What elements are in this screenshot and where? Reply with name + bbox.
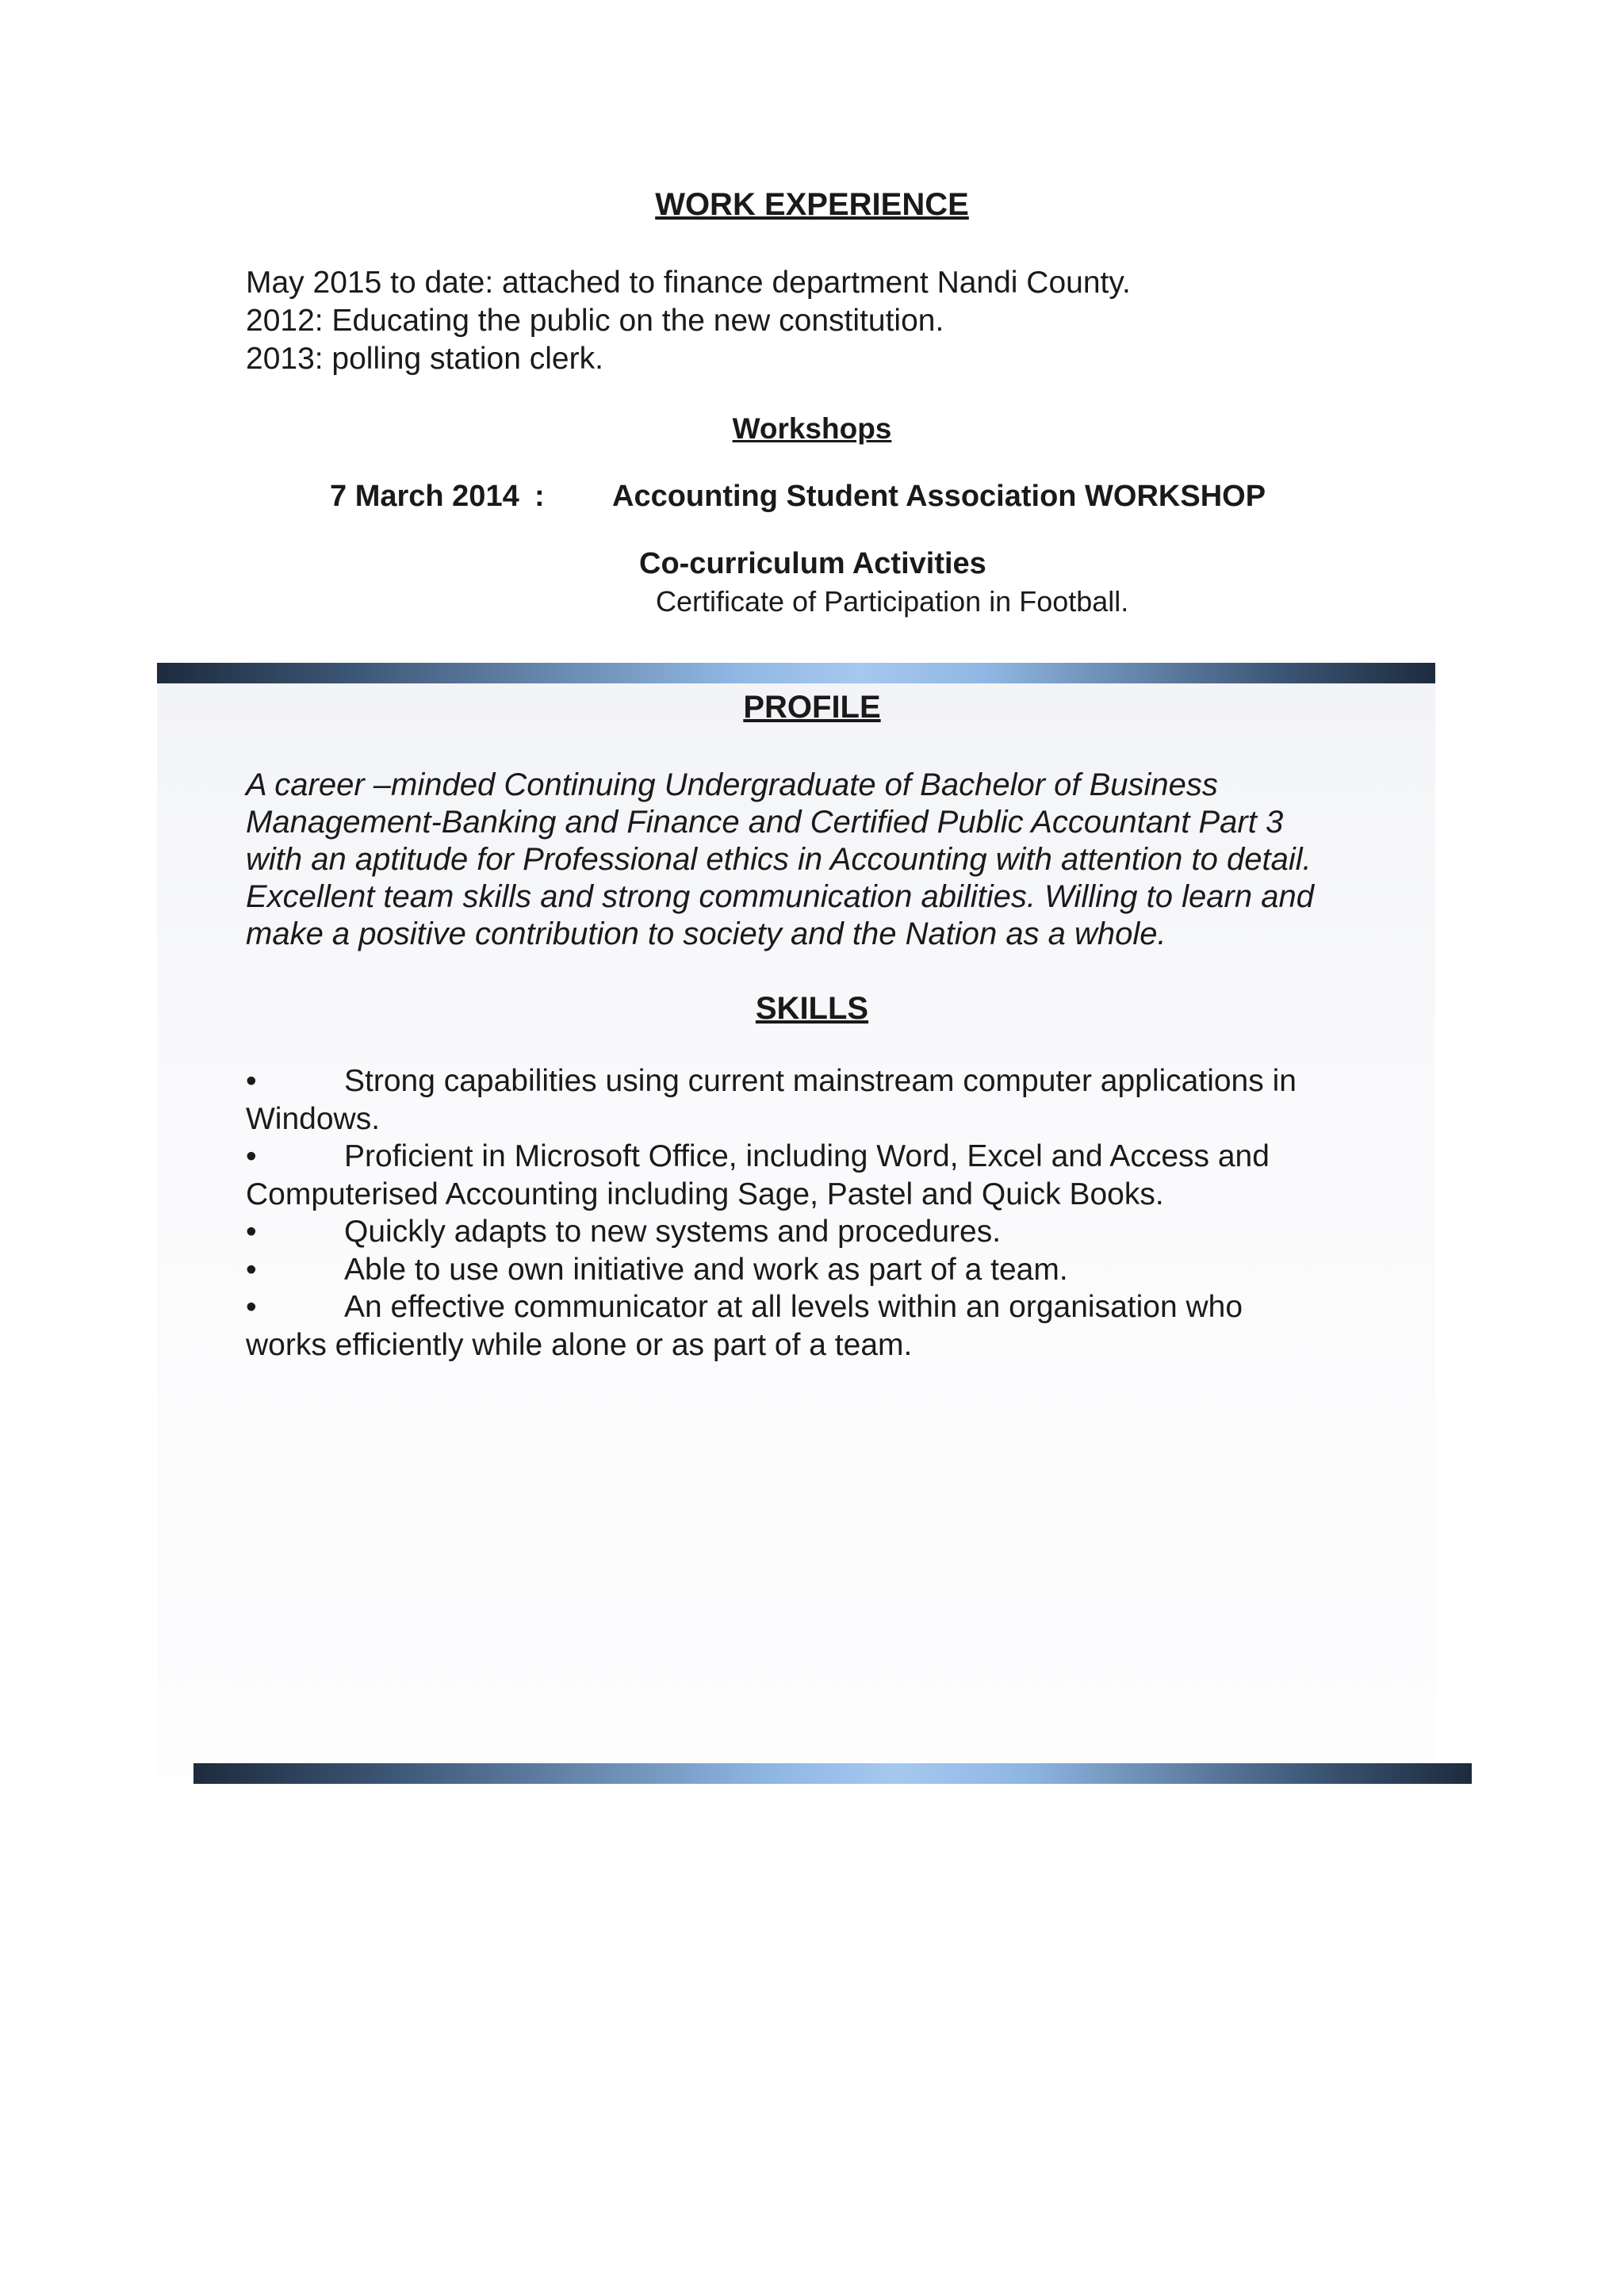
profile-heading: PROFILE (743, 690, 881, 725)
workshop-separator: : (534, 480, 545, 513)
workshops-heading: Workshops (732, 412, 892, 445)
skill-text: Proficient in Microsoft Office, including Word, Excel and Access and (344, 1139, 1270, 1173)
cocurriculum-heading: Co-curriculum Activities (639, 547, 986, 580)
skill-item (246, 1213, 1372, 1251)
skill-text: Strong capabilities using current mainstream computer applications in (344, 1064, 1297, 1098)
workshop-title: Accounting Student Association WORKSHOP (612, 480, 1266, 513)
bullet-icon: • (246, 1252, 257, 1287)
work-experience-item: May 2015 to date: attached to finance department Nandi County. (246, 266, 1131, 300)
cocurriculum-text: Certificate of Participation in Football. (656, 585, 1129, 618)
skill-item (246, 1062, 1372, 1100)
skill-item (246, 1288, 1372, 1326)
workshop-date: 7 March 2014 (330, 480, 519, 513)
skill-text: Able to use own initiative and work as part of a team. (344, 1252, 1068, 1287)
bullet-icon: • (246, 1215, 257, 1249)
divider-bar-bottom (193, 1763, 1472, 1784)
profile-line: make a positive contribution to society and the Nation as a whole. (246, 916, 1166, 951)
skills-list (246, 1062, 1372, 1364)
skill-item (246, 1251, 1372, 1289)
profile-paragraph (246, 767, 1372, 953)
work-experience-item: 2012: Educating the public on the new constitution. (246, 304, 944, 338)
skill-continuation: Windows. (246, 1101, 381, 1136)
skill-continuation: Computerised Accounting including Sage, Pastel and Quick Books. (246, 1177, 1164, 1211)
skills-heading: SKILLS (755, 991, 869, 1026)
skill-item (246, 1138, 1372, 1176)
profile-line: A career –minded Continuing Undergraduate of Bachelor of Business (246, 767, 1218, 802)
profile-line: with an aptitude for Professional ethics in Accounting with attention to detail. (246, 842, 1312, 877)
profile-line: Excellent team skills and strong communication abilities. Willing to learn and (246, 879, 1314, 914)
skill-continuation: works efficiently while alone or as part of a team. (246, 1327, 913, 1362)
work-experience-heading: WORK EXPERIENCE (655, 187, 969, 222)
bullet-icon: • (246, 1064, 257, 1098)
skill-text: Quickly adapts to new systems and procedures. (344, 1215, 1002, 1249)
bullet-icon: • (246, 1139, 257, 1173)
profile-line: Management-Banking and Finance and Certified Public Accountant Part 3 (246, 805, 1284, 840)
skill-text: An effective communicator at all levels within an organisation who (344, 1290, 1243, 1324)
bullet-icon: • (246, 1290, 257, 1324)
divider-bar-top (157, 663, 1435, 683)
work-experience-item: 2013: polling station clerk. (246, 342, 603, 376)
